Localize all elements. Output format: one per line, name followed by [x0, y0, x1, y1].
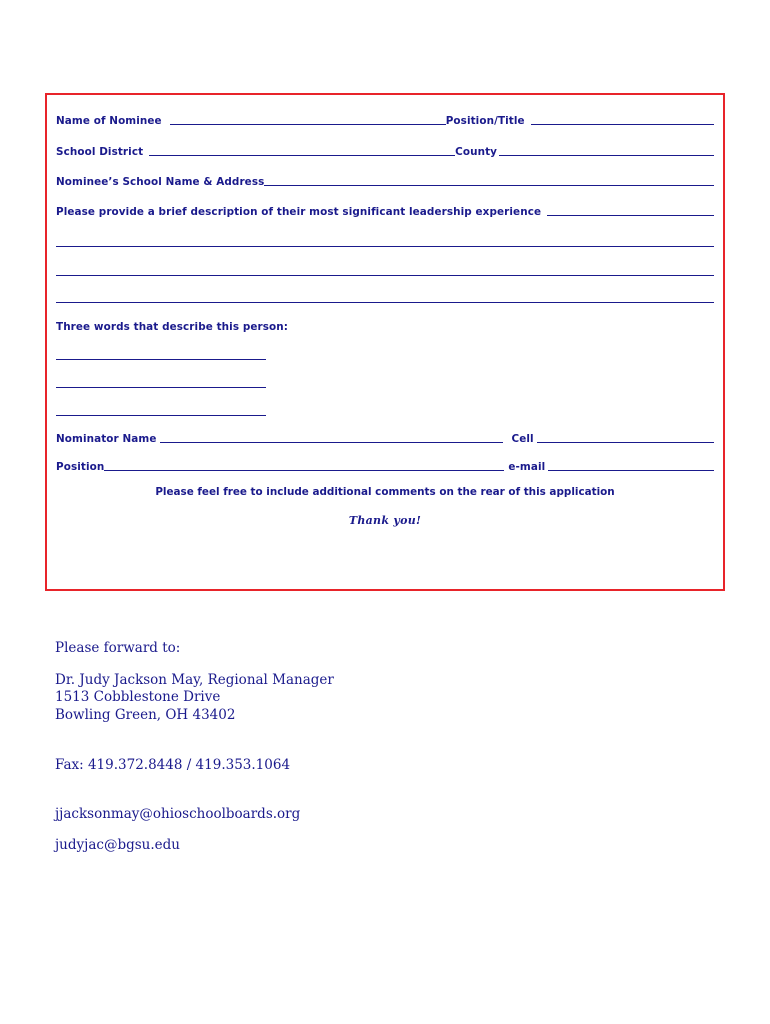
school-district-label: School District — [56, 146, 144, 158]
thank-you-text: Thank you! — [348, 514, 422, 527]
cell-label: Cell — [511, 433, 534, 445]
position-label: Position — [56, 461, 105, 473]
contact-street: 1513 Cobblestone Drive — [55, 689, 221, 705]
email-field[interactable] — [548, 470, 714, 471]
leadership-line-1[interactable] — [56, 246, 714, 247]
three-words-row — [56, 317, 714, 333]
county-field[interactable] — [499, 155, 714, 156]
position-title-field[interactable] — [531, 124, 714, 125]
school-district-row — [56, 142, 714, 158]
nominator-name-field[interactable] — [160, 442, 503, 443]
school-district-field[interactable] — [149, 155, 455, 156]
county-label: County — [455, 146, 498, 158]
nomination-form — [45, 93, 725, 591]
nominator-position-row — [56, 457, 714, 473]
contact-city: Bowling Green, OH 43402 — [55, 707, 236, 723]
email-label: e-mail — [508, 461, 546, 473]
contact-email-2[interactable]: judyjac@bgsu.edu — [55, 837, 180, 853]
leadership-row — [56, 202, 714, 218]
contact-fax: Fax: 419.372.8448 / 419.353.1064 — [55, 757, 291, 773]
nominee-name-label: Name of Nominee — [56, 115, 162, 127]
three-words-label: Three words that describe this person: — [56, 321, 289, 333]
leadership-label: Please provide a brief description of their most significant leadership experience — [56, 206, 542, 218]
cell-field[interactable] — [537, 442, 714, 443]
nominator-row — [56, 429, 714, 445]
contact-name: Dr. Judy Jackson May, Regional Manager — [55, 672, 334, 688]
nominee-name-field[interactable] — [170, 124, 446, 125]
position-title-label: Position/Title — [445, 115, 525, 127]
leadership-line-3[interactable] — [56, 302, 714, 303]
position-field[interactable] — [104, 470, 504, 471]
school-address-field[interactable] — [264, 185, 714, 186]
word-line-1[interactable] — [56, 359, 266, 360]
nominator-name-label: Nominator Name — [56, 433, 157, 445]
comments-note: Please feel free to include additional comments on the rear of this application — [155, 486, 615, 498]
contact-email-1[interactable]: jjacksonmay@ohioschoolboards.org — [55, 806, 301, 822]
word-line-3[interactable] — [56, 415, 266, 416]
forward-label: Please forward to: — [55, 640, 181, 656]
leadership-line-2[interactable] — [56, 275, 714, 276]
school-address-row — [56, 172, 714, 188]
school-address-label: Nominee’s School Name & Address — [56, 176, 265, 188]
word-line-2[interactable] — [56, 387, 266, 388]
nominee-name-row — [56, 111, 714, 127]
leadership-field[interactable] — [547, 215, 714, 216]
